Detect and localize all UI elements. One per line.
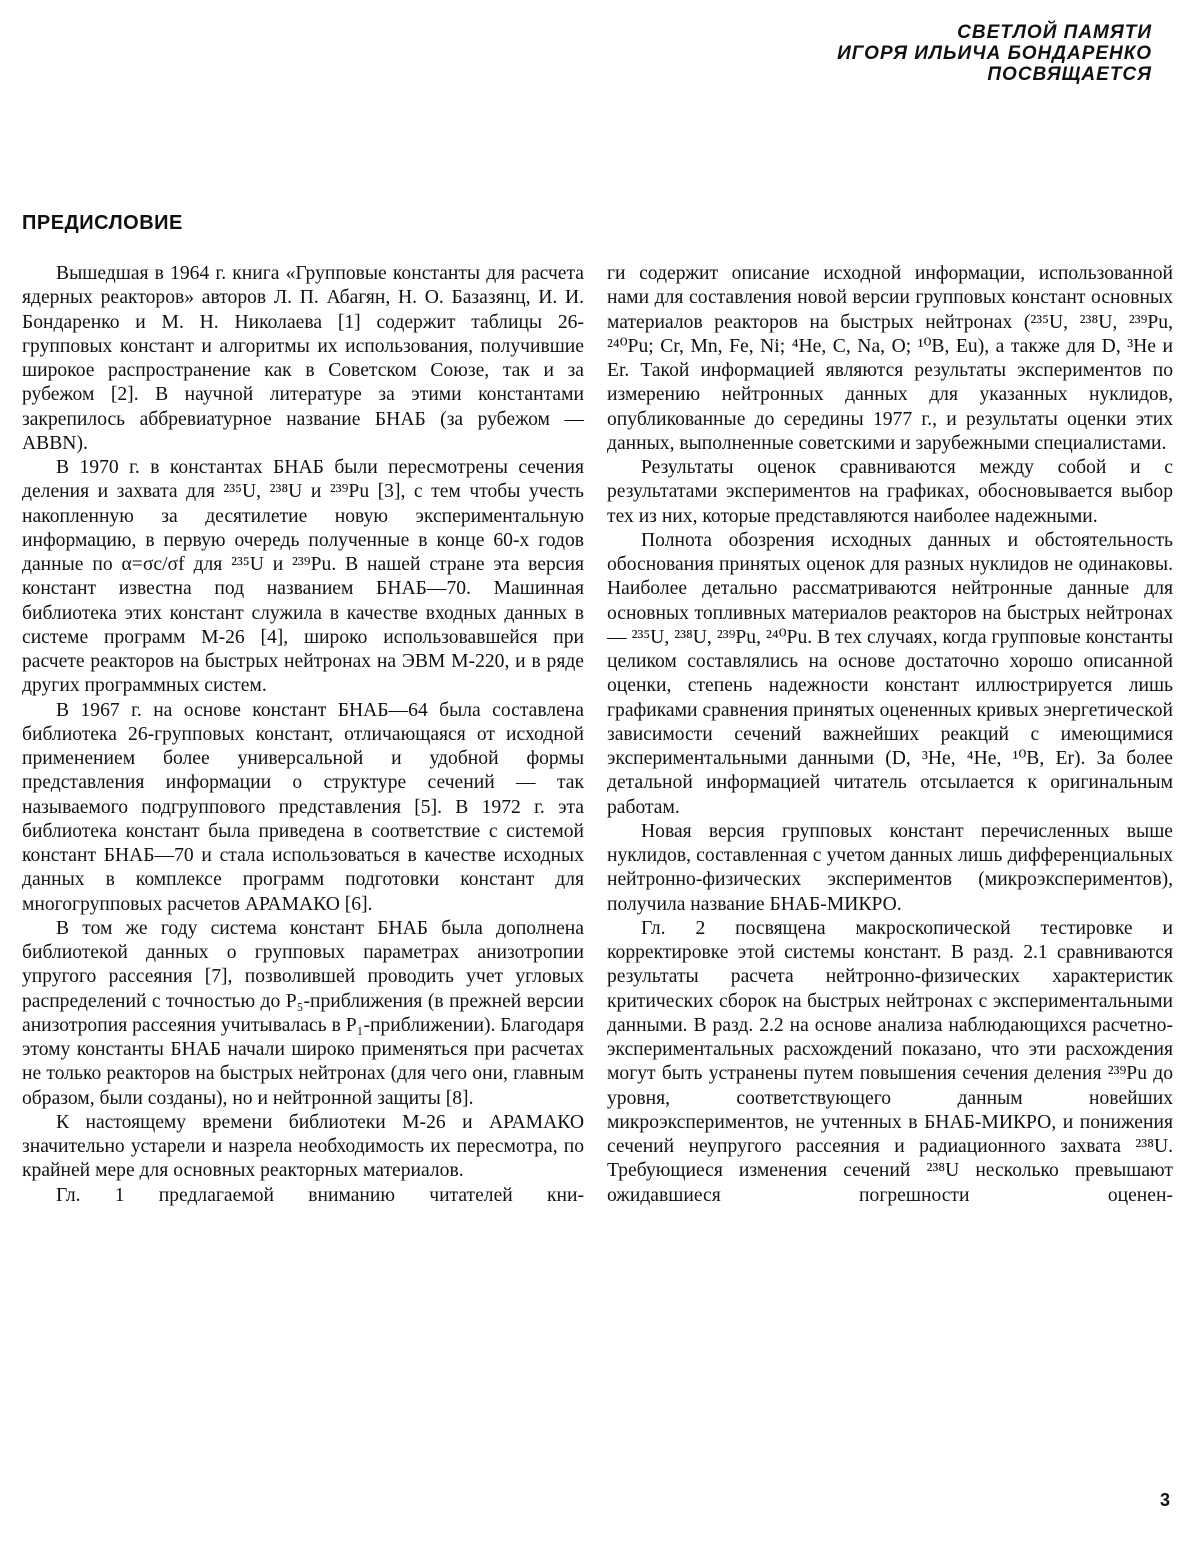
left-column: [22, 262, 584, 1208]
right-column: [607, 262, 1173, 1208]
dedication-line-1: СВЕТЛОЙ ПАМЯТИ: [957, 22, 1152, 43]
paragraph: В 1970 г. в константах БНАБ были пересмотрены сечения деления и захвата для ²³⁵U, ²³⁸U и ²³⁹Pu [3], с тем чтобы учесть накопленную за десятилетие новую экспериментальную информацию, в первую очередь полученные в конце 60-х годов данные по α=σc/σf для ²³⁵U и ²³⁹Pu. В нашей стране эта версия констант известна под названием БНАБ—70. Машинная библиотека этих констант служила в качестве входных данных в системе программ М-26 [4], широко использовавшейся при расчете реакторов на быстрых нейтронах на ЭВМ М-220, и в ряде других программных систем.: [22, 457, 584, 697]
dedication-line-3: ПОСВЯЩАЕТСЯ: [987, 64, 1152, 85]
paragraph: Вышедшая в 1964 г. книга «Групповые константы для расчета ядерных реакторов» авторов Л. П. Абагян, Н. О. Базазянц, И. И. Бондаренко и М. Н. Николаева [1] содержит таблицы 26-групповых констант и алгоритмы их использования, получившие широкое распространение как в Советском Союзе, так и за рубежом [2]. В научной литературе за этими константами закрепилось аббревиатурное название БНАБ (за рубежом — ABBN).: [22, 263, 584, 454]
section-heading: ПРЕДИСЛОВИЕ: [22, 212, 183, 234]
paragraph: Гл. 2 посвящена макроскопической тестировке и корректировке этой системы констант. В разд. 2.1 сравниваются результаты расчета нейтронно-физических характеристик критических сборок на быстрых нейтронах с экспериментальными данными. В разд. 2.2 на основе анализа наблюдающихся расчетно-экспериментальных расхождений показано, что эти расхождения могут быть устранены путем повышения сечения деления ²³⁹Pu до уровня, соответствующего данным новейших микроэкспериментов, не учтенных в БНАБ-МИКРО, и понижения сечений неупругого рассеяния и радиационного захвата ²³⁸U. Требующиеся изменения сечений ²³⁸U несколько превышают ожидавшиеся погрешности оценен-: [607, 917, 1173, 1206]
paragraph: Результаты оценок сравниваются между собой и с результатами экспериментов на графиках, обосновывается выбор тех из них, которые представляются наиболее надежными.: [607, 457, 1173, 527]
paragraph: ги содержит описание исходной информации, использованной нами для составления новой версии групповых констант основных материалов реакторов на быстрых нейтронах (²³⁵U, ²³⁸U, ²³⁹Pu, ²⁴⁰Pu; Cr, Mn, Fe, Ni; ⁴He, C, Na, O; ¹⁰B, Eu), а также для D, ³He и Er. Такой информацией являются результаты экспериментов по измерению нейтронных данных для указанных нуклидов, опубликованные до середины 1977 г., и результаты оценки этих данных, выполненные советскими и зарубежными специалистами.: [607, 263, 1173, 454]
paragraph: Полнота обозрения исходных данных и обстоятельность обоснования принятых оценок для разных нуклидов не одинаковы. Наиболее детально рассматриваются нейтронные данные для основных топливных материалов реакторов на быстрых нейтронах — ²³⁵U, ²³⁸U, ²³⁹Pu, ²⁴⁰Pu. В тех случаях, когда групповые константы целиком составлялись на основе достаточно хорошо описанной оценки, степень надежности констант иллюстрируется лишь графиками сравнения принятых оцененных кривых энергетической зависимости сечений важнейших реакций с имеющимися экспериментальными данными (D, ³He, ⁴He, ¹⁰B, Er). За более детальной информацией читатель отсылается к оригинальным работам.: [607, 529, 1173, 818]
paragraph: В 1967 г. на основе констант БНАБ—64 была составлена библиотека 26-групповых констант, отличающаяся от исходной применением более универсальной и удобной формы представления информации о структуре сечений — так называемого подгруппового представления [5]. В 1972 г. эта библиотека констант была приведена в соответствие с системой констант БНАБ—70 и стала использоваться в качестве исходных данных в комплексе программ подготовки констант для многогрупповых расчетов АРАМАКО [6].: [22, 699, 584, 915]
page-number: 3: [1159, 1490, 1170, 1510]
paragraph: Гл. 1 предлагаемой вниманию читателей кни-: [56, 1184, 584, 1206]
paragraph: К настоящему времени библиотеки М-26 и АРАМАКО значительно устарели и назрела необходимость их пересмотра, по крайней мере для основных реакторных материалов.: [22, 1111, 584, 1182]
paragraph: В том же году система констант БНАБ была дополнена библиотекой данных о групповых параметрах анизотропии упругого рассеяния [7], позволившей проводить учет угловых распределений с точностью до P₅-приближения (в прежней версии анизотропия рассеяния учитывалась в P₁-приближении). Благодаря этому константы БНАБ начали широко применяться при расчетах не только реакторов на быстрых нейтронах (для чего они, главным образом, были созданы), но и нейтронной защиты [8].: [22, 917, 584, 1109]
dedication: [632, 22, 1152, 85]
paragraph: Новая версия групповых констант перечисленных выше нуклидов, составленная с учетом данных лишь дифференциальных нейтронно-физических экспериментов (микроэкспериментов), получила название БНАБ-МИКРО.: [607, 820, 1173, 915]
dedication-line-2: ИГОРЯ ИЛЬИЧА БОНДАРЕНКО: [837, 43, 1152, 64]
